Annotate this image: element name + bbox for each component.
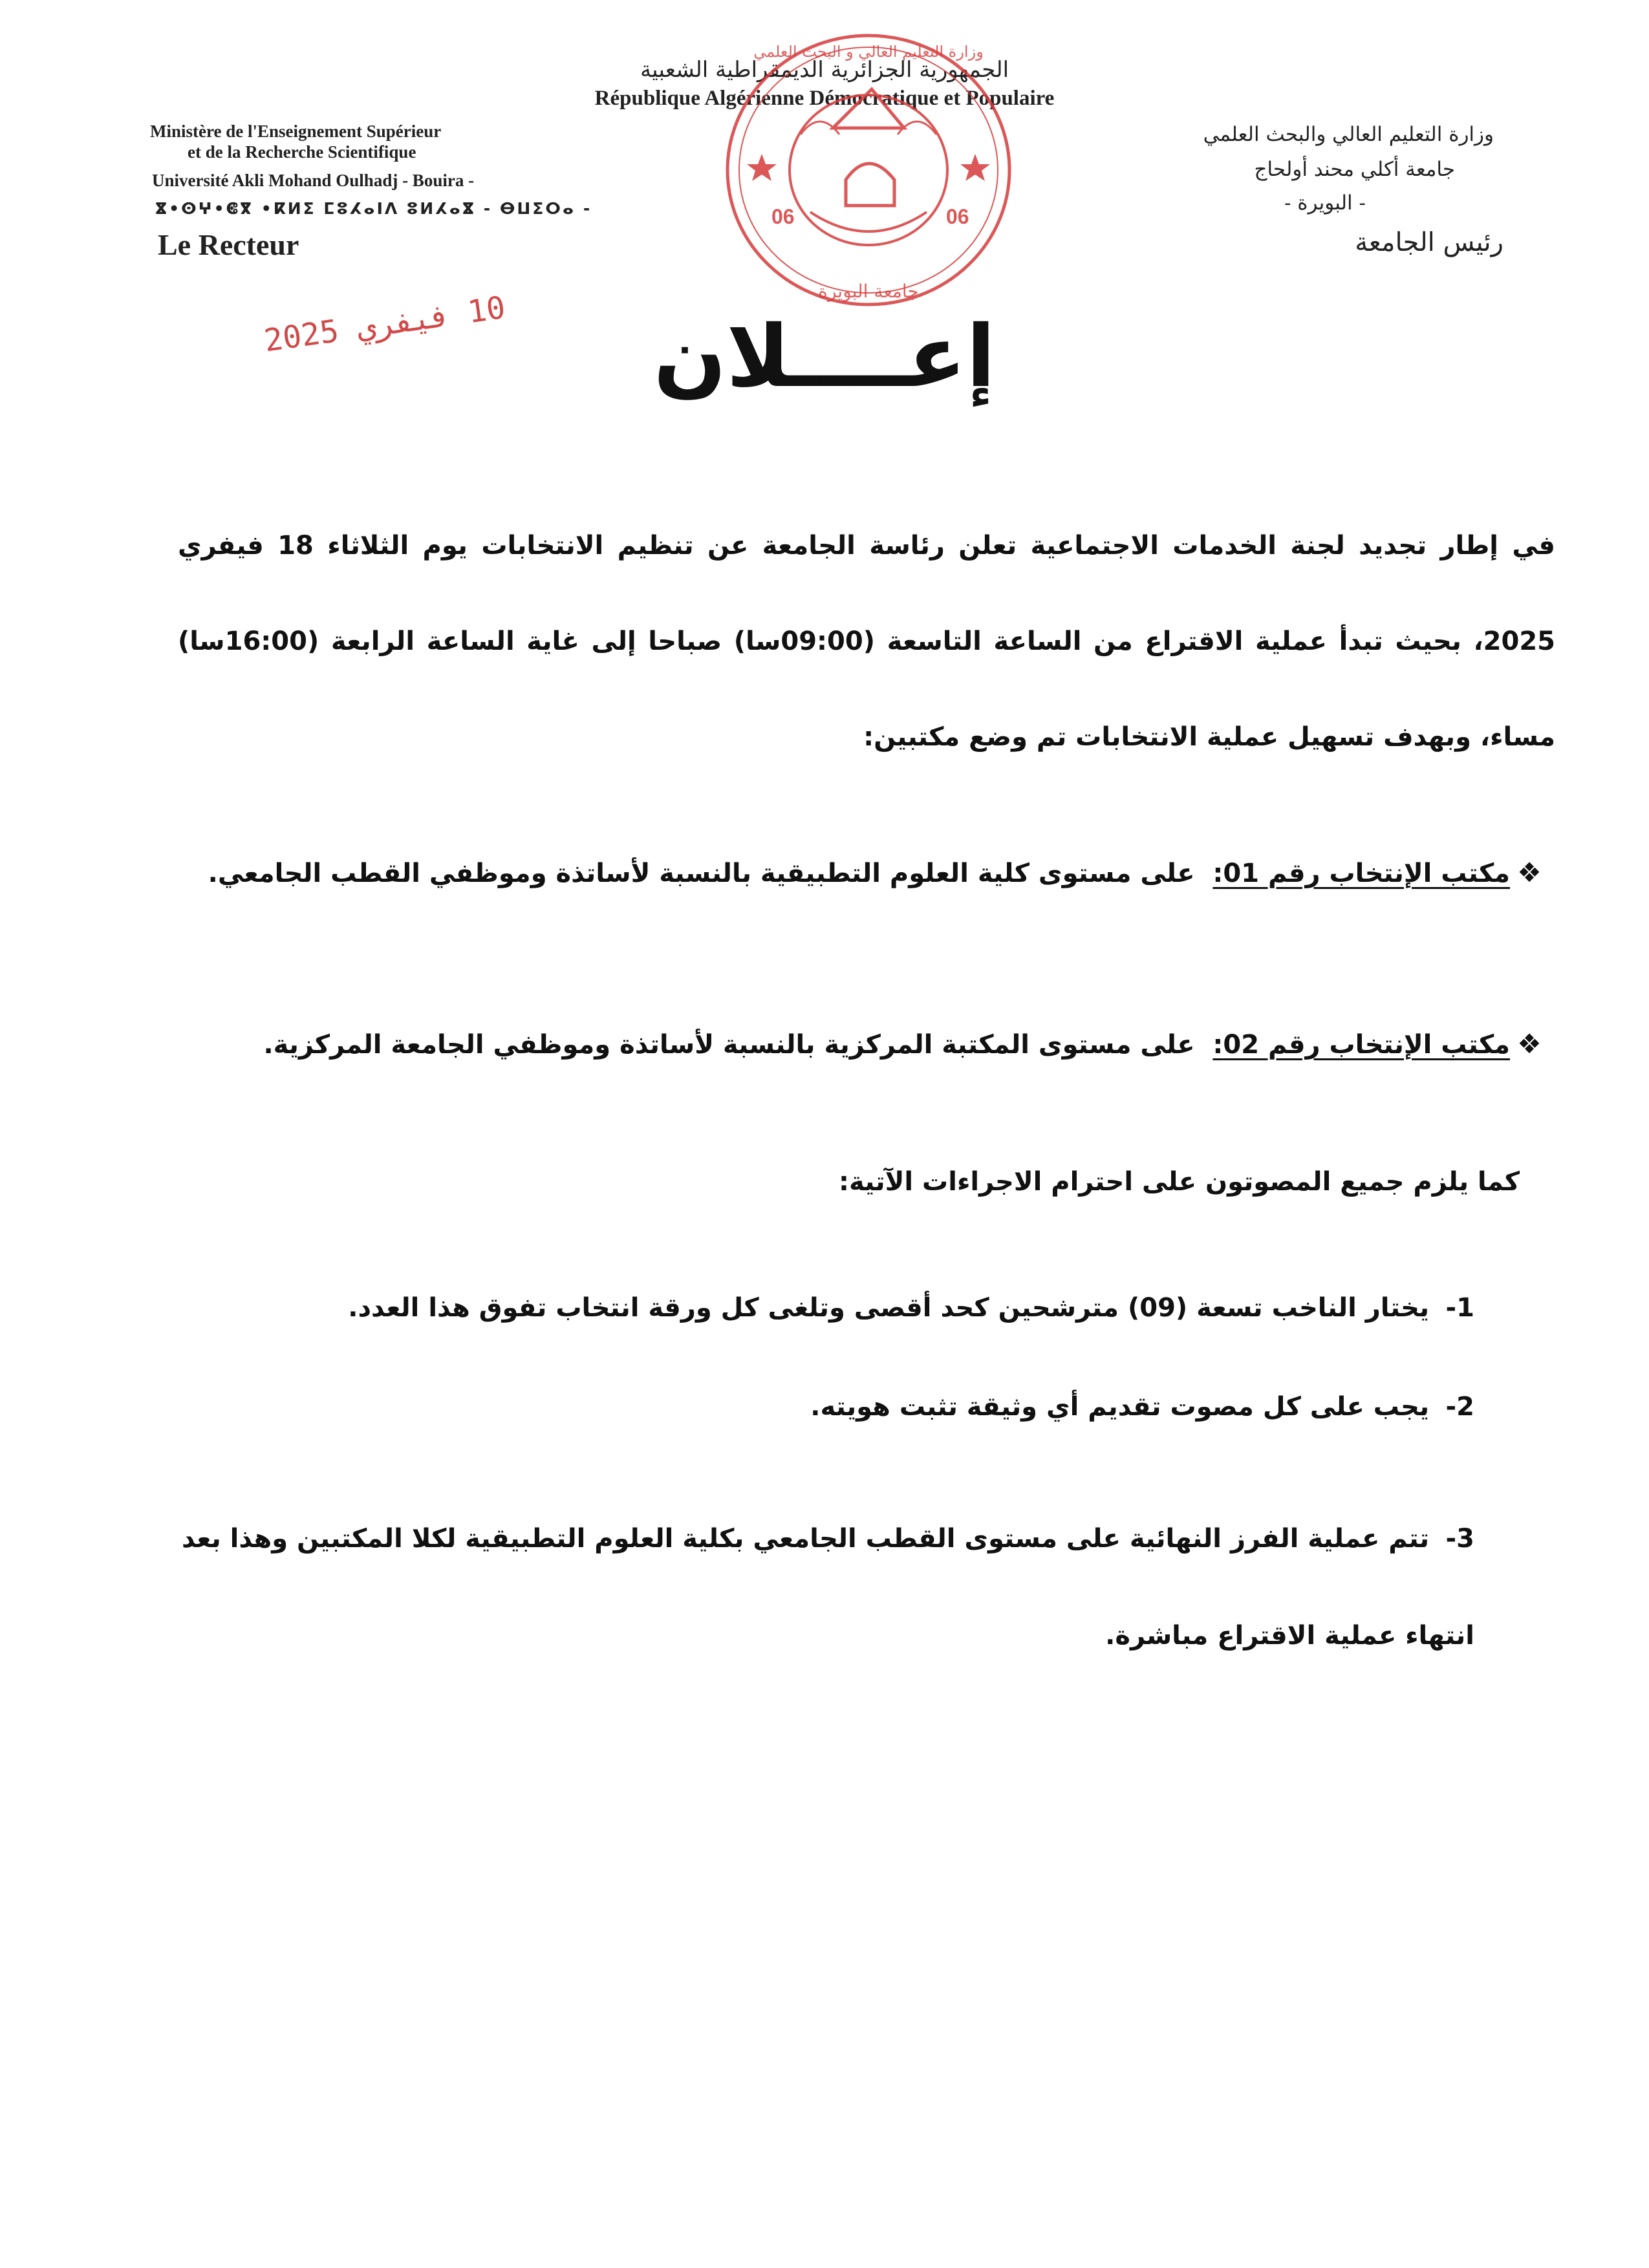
procedure-item-2-number: 2- bbox=[1445, 1392, 1474, 1422]
procedure-item-1 bbox=[168, 1293, 1474, 1323]
procedure-item-2-text: يجب على كل مصوت تقديم أي وثيقة تثبت هويته. bbox=[810, 1392, 1429, 1422]
tifinagh-university-name: ⴵ•ⵙⵖ•ⵞⴳ •ⴽⵍⵉ ⵎⵓⵃⴰⵏⴷ ⵓⵍⵃⴰⴵ - ⴱⵡⵉⵔⴰ - bbox=[155, 199, 592, 218]
arabic-university-name: جامعة أكلي محند أولحاج bbox=[1254, 158, 1455, 181]
polling-office-2 bbox=[181, 1012, 1549, 1077]
french-ministry-line2: et de la Recherche Scientifique bbox=[188, 142, 416, 162]
arabic-rector-label: رئيس الجامعة bbox=[1355, 228, 1503, 257]
seal-number-left: 06 bbox=[771, 205, 795, 228]
compliance-intro: كما يلزم جميع المصوتون على احترام الاجراءات الآتية: bbox=[839, 1167, 1520, 1197]
procedure-item-2 bbox=[168, 1392, 1474, 1422]
procedure-item-3-text: تتم عملية الفرز النهائية على مستوى القطب الجامعي بكلية العلوم التطبيقية لكلا المكتبين وهذا بعد انتهاء عملية الاقتراع مباشرة. bbox=[182, 1524, 1474, 1651]
arabic-city-name: - البويرة - bbox=[1284, 191, 1366, 215]
procedure-item-3-number: 3- bbox=[1445, 1524, 1474, 1554]
date-stamp: 10 فيفري 2025 bbox=[262, 289, 508, 359]
seal-ring-text: وزارة التعليم العالي و البحث العلمي bbox=[753, 43, 984, 61]
polling-office-1 bbox=[181, 828, 1549, 919]
procedure-item-3 bbox=[168, 1490, 1474, 1684]
french-rector-label: Le Recteur bbox=[158, 228, 299, 261]
intro-paragraph: في إطار تجديد لجنة الخدمات الاجتماعية تعلن رئاسة الجامعة عن تنظيم الانتخابات يوم الثلاثاء 18 فيفري 2025، بحيث تبدأ عملية الاقتراع من الساعة التاسعة (09:00سا) صباحا إلى غاية الساعة الرابعة (16:00سا) مساء، وبهدف تسهيل عملية الانتخابات تم وضع مكتبين: bbox=[178, 531, 1555, 752]
polling-office-2-label: مكتب الإنتخاب رقم 02: bbox=[1212, 1030, 1510, 1060]
polling-office-1-text: على مستوى كلية العلوم التطبيقية بالنسبة لأساتذة وموظفي القطب الجامعي. bbox=[208, 859, 1195, 888]
diamond-bullet-icon: ❖ bbox=[1517, 857, 1542, 888]
seal-graphic bbox=[710, 18, 1027, 322]
diamond-bullet-icon: ❖ bbox=[1517, 1028, 1542, 1060]
procedure-item-1-text: يختار الناخب تسعة (09) مترشحين كحد أقصى وتلغى كل ورقة انتخاب تفوق هذا العدد. bbox=[348, 1293, 1429, 1323]
university-seal bbox=[710, 18, 1027, 322]
arabic-ministry-name: وزارة التعليم العالي والبحث العلمي bbox=[1203, 123, 1494, 146]
french-republic-heading: République Algérienne Démocratique et Populaire bbox=[594, 87, 1055, 110]
arabic-republic-heading: الجمهورية الجزائرية الديمقراطية الشعبية bbox=[640, 57, 1009, 83]
procedure-item-1-number: 1- bbox=[1445, 1293, 1474, 1323]
seal-number-right: 06 bbox=[946, 205, 969, 228]
announcement-title: إعــــلان bbox=[653, 307, 996, 407]
polling-office-1-label: مكتب الإنتخاب رقم 01: bbox=[1212, 859, 1510, 888]
french-university-name: Université Akli Mohand Oulhadj - Bouira - bbox=[152, 171, 475, 190]
polling-office-2-text: على مستوى المكتبة المركزية بالنسبة لأساتذة وموظفي الجامعة المركزية. bbox=[263, 1030, 1195, 1060]
seal-bottom-text: جامعة البويرة bbox=[818, 281, 919, 302]
french-ministry-line1: Ministère de l'Enseignement Supérieur bbox=[150, 122, 442, 141]
